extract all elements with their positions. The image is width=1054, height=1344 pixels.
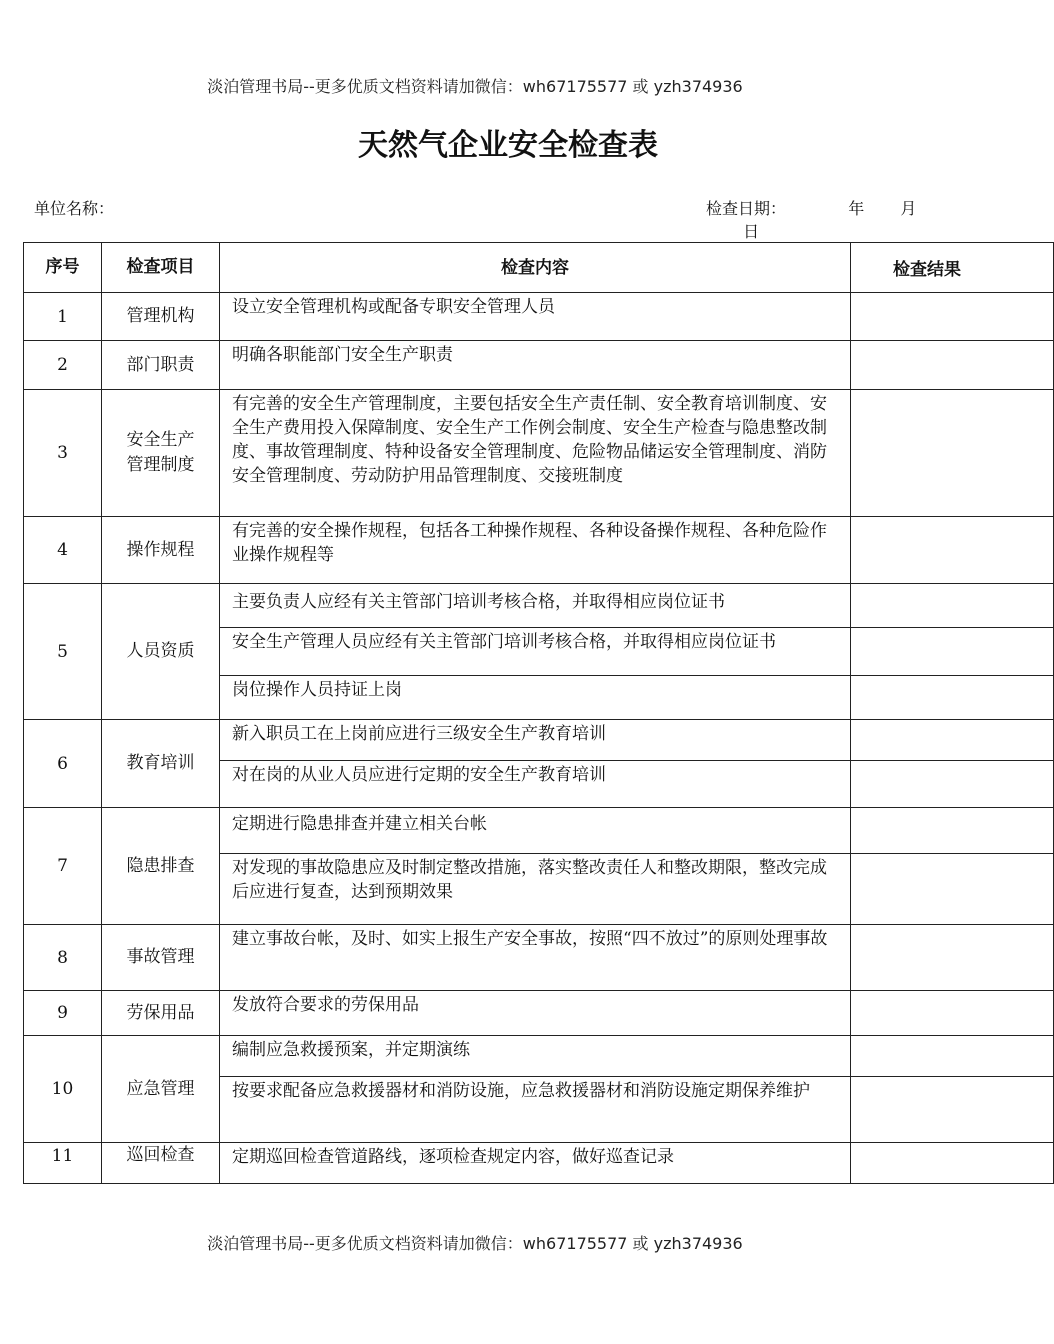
result-cell[interactable] xyxy=(851,584,1054,628)
header-watermark: 淡泊管理书局--更多优质文档资料请加微信：wh67175577 或 yzh374936 xyxy=(207,77,743,96)
row-content: 定期进行隐患排查并建立相关台帐 xyxy=(220,808,851,854)
month-label: 月 xyxy=(900,199,917,218)
date-label: 检查日期： xyxy=(706,199,787,218)
table-row xyxy=(24,390,1054,517)
result-cell[interactable] xyxy=(851,761,1054,808)
row-seq: 6 xyxy=(24,720,102,808)
row-item: 应急管理 xyxy=(102,1036,220,1143)
row-content: 有完善的安全操作规程，包括各工种操作规程、各种设备操作规程、各种危险作业操作规程等 xyxy=(220,517,851,584)
row-seq: 9 xyxy=(24,991,102,1036)
table-row xyxy=(24,1143,1054,1184)
table-row xyxy=(24,517,1054,584)
row-item: 隐患排查 xyxy=(102,808,220,925)
row-seq: 5 xyxy=(24,584,102,720)
document-title: 天然气企业安全检查表 xyxy=(358,128,658,163)
row-content: 对发现的事故隐患应及时制定整改措施，落实整改责任人和整改期限，整改完成后应进行复查，达到预期效果 xyxy=(220,854,851,925)
header-content: 检查内容 xyxy=(220,243,851,293)
result-cell[interactable] xyxy=(851,293,1054,341)
table-row xyxy=(24,293,1054,341)
header-result: 检查结果 xyxy=(851,243,1054,293)
row-content: 发放符合要求的劳保用品 xyxy=(220,991,851,1036)
result-cell[interactable] xyxy=(851,676,1054,720)
row-seq: 2 xyxy=(24,341,102,390)
row-content: 明确各职能部门安全生产职责 xyxy=(220,341,851,390)
row-item: 人员资质 xyxy=(102,584,220,720)
result-cell[interactable] xyxy=(851,854,1054,925)
row-item: 事故管理 xyxy=(102,925,220,991)
table-row xyxy=(24,991,1054,1036)
row-seq: 4 xyxy=(24,517,102,584)
result-cell[interactable] xyxy=(851,628,1054,676)
inspection-date xyxy=(706,196,950,242)
row-content: 建立事故台帐，及时、如实上报生产安全事故，按照“四不放过”的原则处理事故 xyxy=(220,925,851,991)
row-content: 新入职员工在上岗前应进行三级安全生产教育培训 xyxy=(220,720,851,761)
table-row xyxy=(24,1036,1054,1077)
row-content: 有完善的安全生产管理制度，主要包括安全生产责任制、安全教育培训制度、安全生产费用投入保障制度、安全生产工作例会制度、安全生产检查与隐患整改制度、事故管理制度、特种设备安全管理制度、危险物品储运安全管理制度、消防安全管理制度、劳动防护用品管理制度、交接班制度 xyxy=(220,390,851,517)
inspection-table xyxy=(23,242,1054,1184)
row-item: 操作规程 xyxy=(102,517,220,584)
table-row xyxy=(24,584,1054,628)
result-cell[interactable] xyxy=(851,925,1054,991)
result-cell[interactable] xyxy=(851,991,1054,1036)
row-item: 巡回检查 xyxy=(102,1143,220,1184)
row-item: 管理机构 xyxy=(102,293,220,341)
table-row xyxy=(24,808,1054,854)
row-seq: 7 xyxy=(24,808,102,925)
unit-name-label: 单位名称： xyxy=(34,199,115,218)
result-cell[interactable] xyxy=(851,1036,1054,1077)
result-cell[interactable] xyxy=(851,390,1054,517)
row-content: 设立安全管理机构或配备专职安全管理人员 xyxy=(220,293,851,341)
result-cell[interactable] xyxy=(851,1077,1054,1143)
row-item: 教育培训 xyxy=(102,720,220,808)
row-content: 编制应急救援预案，并定期演练 xyxy=(220,1036,851,1077)
table-row xyxy=(24,341,1054,390)
result-cell[interactable] xyxy=(851,720,1054,761)
row-content: 岗位操作人员持证上岗 xyxy=(220,676,851,720)
row-seq: 8 xyxy=(24,925,102,991)
row-seq: 3 xyxy=(24,390,102,517)
footer-watermark: 淡泊管理书局--更多优质文档资料请加微信：wh67175577 或 yzh374936 xyxy=(207,1234,743,1253)
row-content: 安全生产管理人员应经有关主管部门培训考核合格，并取得相应岗位证书 xyxy=(220,628,851,676)
table-row xyxy=(24,720,1054,761)
row-seq: 11 xyxy=(24,1143,102,1184)
table-row xyxy=(24,925,1054,991)
row-content: 按要求配备应急救援器材和消防设施，应急救援器材和消防设施定期保养维护 xyxy=(220,1077,851,1143)
result-cell[interactable] xyxy=(851,341,1054,390)
row-item: 劳保用品 xyxy=(102,991,220,1036)
row-item: 部门职责 xyxy=(102,341,220,390)
row-content: 对在岗的从业人员应进行定期的安全生产教育培训 xyxy=(220,761,851,808)
row-seq: 10 xyxy=(24,1036,102,1143)
header-seq: 序号 xyxy=(24,243,102,293)
result-cell[interactable] xyxy=(851,808,1054,854)
result-cell[interactable] xyxy=(851,517,1054,584)
row-seq: 1 xyxy=(24,293,102,341)
day-label: 日 xyxy=(743,222,760,241)
year-label: 年 xyxy=(848,199,865,218)
row-content: 定期巡回检查管道路线，逐项检查规定内容，做好巡查记录 xyxy=(220,1143,851,1184)
result-cell[interactable] xyxy=(851,1143,1054,1184)
row-item: 安全生产管理制度 xyxy=(102,390,220,517)
header-item: 检查项目 xyxy=(102,243,220,293)
row-content: 主要负责人应经有关主管部门培训考核合格，并取得相应岗位证书 xyxy=(220,584,851,628)
